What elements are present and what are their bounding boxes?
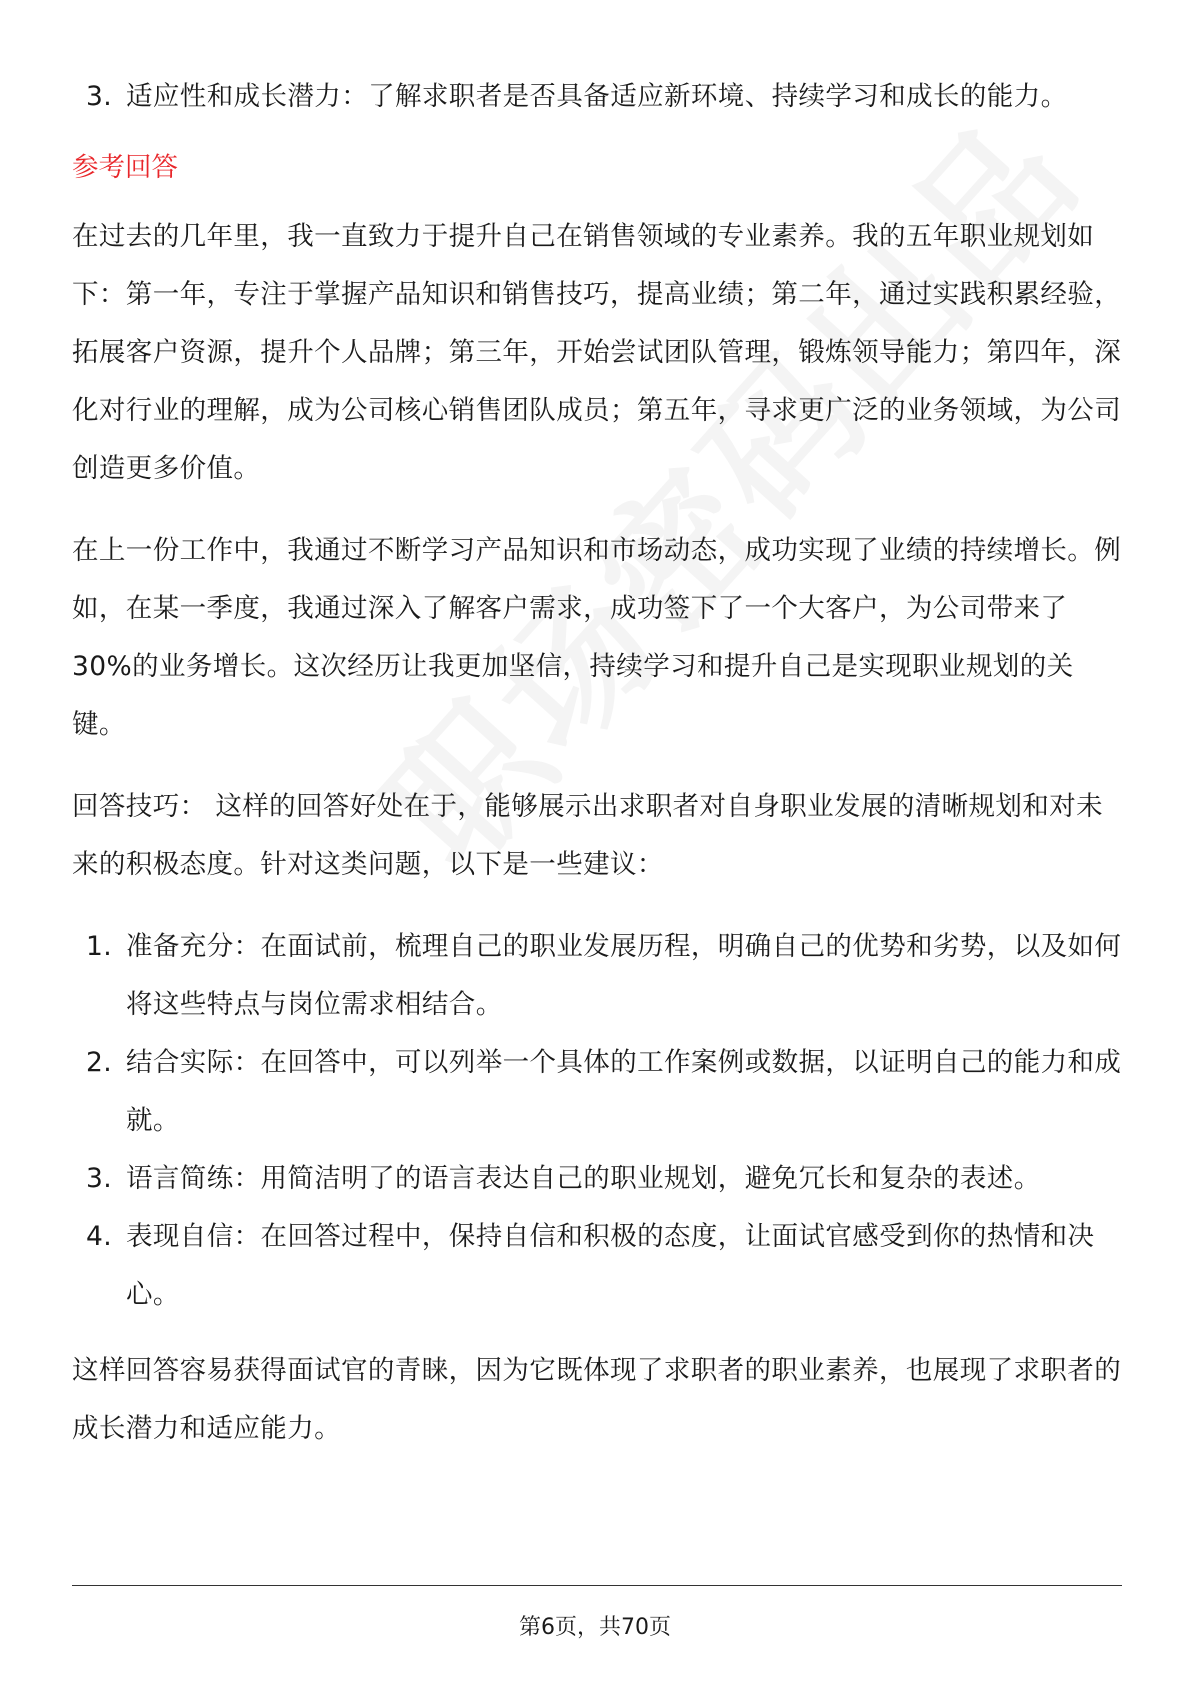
top-list — [72, 68, 1122, 126]
list-text: 表现自信：在回答过程中，保持自信和积极的态度，让面试官感受到你的热情和决心。 — [126, 1221, 1095, 1310]
list-item — [72, 918, 1122, 1034]
list-number: 4. — [86, 1221, 113, 1252]
list-text: 结合实际：在回答中，可以列举一个具体的工作案例或数据，以证明自己的能力和成就。 — [126, 1047, 1122, 1136]
list-item — [72, 1208, 1122, 1324]
paragraph-career-plan: 在过去的几年里，我一直致力于提升自己在销售领域的专业素养。我的五年职业规划如下：第一年，专注于掌握产品知识和销售技巧，提高业绩；第二年，通过实践积累经验，拓展客户资源，提升个人品牌；第三年，开始尝试团队管理，锻炼领导能力；第四年，深化对行业的理解，成为公司核心销售团队成员；第五年，寻求更广泛的业务领域，为公司创造更多价值。 — [72, 221, 1122, 484]
list-item — [72, 68, 1122, 126]
list-number: 2. — [86, 1047, 113, 1078]
footer-divider — [72, 1585, 1122, 1586]
paragraph-answer-tips: 回答技巧： 这样的回答好处在于，能够展示出求职者对自身职业发展的清晰规划和对未来的积极态度。针对这类问题，以下是一些建议： — [72, 791, 1104, 880]
section-heading: 参考回答 — [72, 152, 178, 183]
list-item — [72, 1150, 1122, 1208]
list-text: 适应性和成长潜力：了解求职者是否具备适应新环境、持续学习和成长的能力。 — [126, 81, 1068, 112]
list-number: 1. — [86, 931, 113, 962]
list-text: 准备充分：在面试前，梳理自己的职业发展历程，明确自己的优势和劣势，以及如何将这些特点与岗位需求相结合。 — [126, 931, 1122, 1020]
paragraph-closing: 这样回答容易获得面试官的青睐，因为它既体现了求职者的职业素养，也展现了求职者的成长潜力和适应能力。 — [72, 1355, 1122, 1444]
list-number: 3. — [86, 81, 113, 112]
list-item — [72, 1034, 1122, 1150]
list-number: 3. — [86, 1163, 113, 1194]
list-text: 语言简练：用简洁明了的语言表达自己的职业规划，避免冗长和复杂的表述。 — [126, 1163, 1041, 1194]
page-number: 第6页，共70页 — [519, 1615, 671, 1640]
paragraph-experience: 在上一份工作中，我通过不断学习产品知识和市场动态，成功实现了业绩的持续增长。例如，在某一季度，我通过深入了解客户需求，成功签下了一个大客户，为公司带来了30%的业务增长。这次经历让我更加坚信，持续学习和提升自己是实现职业规划的关键。 — [72, 535, 1122, 740]
tips-list — [72, 918, 1122, 1324]
document-page — [72, 68, 1122, 1482]
